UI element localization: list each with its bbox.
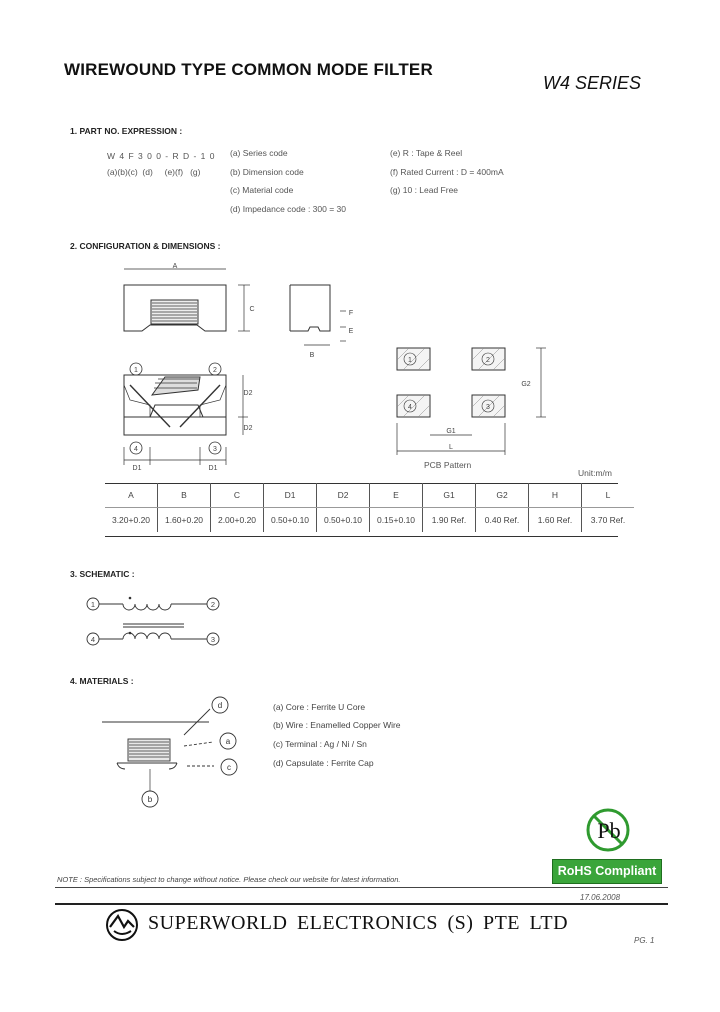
unit-label: Unit:m/m	[578, 468, 612, 478]
bottom-view-drawing	[124, 375, 248, 465]
series-name: W4 SERIES	[543, 73, 642, 93]
footer-rule	[55, 903, 668, 905]
dim-label-c: C	[249, 306, 255, 313]
table-cell: 0.50+0.10	[264, 508, 317, 533]
table-header: G1	[423, 483, 476, 508]
table-header: H	[529, 483, 582, 508]
schematic-heading: 3. SCHEMATIC :	[70, 569, 135, 579]
pb-symbol: Pb	[597, 818, 621, 843]
part-item-d: (d) Impedance code : 300 = 30	[230, 204, 347, 214]
table-header: E	[370, 483, 423, 508]
company-logo-icon	[104, 907, 140, 943]
top-view-drawing	[124, 269, 250, 331]
schematic-pin-3: 3	[210, 635, 216, 644]
table-header: L	[582, 483, 635, 508]
table-cell: 3.70 Ref.	[582, 508, 635, 533]
pcb-pattern-caption: PCB Pattern	[424, 460, 472, 470]
side-view-drawing	[290, 285, 346, 345]
part-no-code-labels: (a)(b)(c) (d) (e)(f) (g)	[107, 167, 201, 177]
dim-label-b: B	[309, 352, 315, 359]
dimension-drawings	[0, 255, 720, 480]
table-cell: 2.00+0.20	[211, 508, 264, 533]
table-cell: 1.60 Ref.	[529, 508, 582, 533]
dim-label-d1: D1	[132, 465, 142, 472]
table-cell: 1.60+0.20	[158, 508, 211, 533]
callout-d: d	[217, 701, 223, 710]
table-cell: 0.15+0.10	[370, 508, 423, 533]
material-wire: (b) Wire : Enamelled Copper Wire	[273, 720, 401, 730]
part-item-b: (b) Dimension code	[230, 167, 304, 177]
dim-label-g1: G1	[446, 428, 456, 435]
config-heading: 2. CONFIGURATION & DIMENSIONS :	[70, 241, 221, 251]
pcb-pin-1-label: 1	[408, 357, 412, 364]
pin-1-label: 1	[134, 367, 138, 374]
table-header: G2	[476, 483, 529, 508]
part-no-heading: 1. PART NO. EXPRESSION :	[70, 126, 183, 136]
company-name: SUPERWORLD ELECTRONICS (S) PTE LTD	[148, 912, 569, 934]
footer-divider	[55, 887, 668, 888]
pcb-pin-4-label: 4	[408, 404, 412, 411]
dim-label-a: A	[172, 263, 178, 270]
pin-3-label: 3	[213, 446, 217, 453]
schematic-diagram	[80, 592, 230, 654]
part-no-code: W 4 F 3 0 0 - R D - 1 0	[107, 151, 216, 161]
dim-label-g2: G2	[521, 381, 531, 388]
document-date: 17.06.2008	[580, 893, 621, 902]
callout-a: a	[225, 737, 231, 746]
callout-b: b	[147, 795, 153, 804]
dim-label-e: E	[348, 328, 354, 335]
dim-label-f: F	[348, 310, 354, 317]
pb-free-icon	[583, 805, 633, 855]
dim-label-d2: D2	[243, 390, 253, 397]
table-cell: 0.50+0.10	[317, 508, 370, 533]
pin-2-label: 2	[213, 367, 217, 374]
rohs-compliant-badge: RoHS Compliant	[552, 859, 662, 884]
pin-4-label: 4	[134, 446, 138, 453]
dim-label-d2-lower: D2	[243, 425, 253, 432]
pcb-pattern-drawing	[397, 348, 546, 455]
materials-heading: 4. MATERIALS :	[70, 676, 134, 686]
material-capsulate: (d) Capsulate : Ferrite Cap	[273, 758, 374, 768]
dim-label-d1-right: D1	[208, 465, 218, 472]
materials-diagram	[95, 695, 245, 810]
schematic-pin-1: 1	[90, 600, 96, 609]
pcb-pin-2-label: 2	[486, 357, 490, 364]
material-terminal: (c) Terminal : Ag / Ni / Sn	[273, 739, 367, 749]
part-item-c: (c) Material code	[230, 185, 294, 195]
pcb-pin-3-label: 3	[486, 404, 490, 411]
table-header-row	[105, 483, 634, 508]
table-header: C	[211, 483, 264, 508]
table-cell: 3.20+0.20	[111, 515, 151, 525]
table-header: A	[105, 483, 158, 508]
callout-c: c	[227, 763, 231, 772]
part-item-f: (f) Rated Current : D = 400mA	[390, 167, 504, 177]
page-number: PG. 1	[634, 936, 655, 945]
table-cell: 0.40 Ref.	[476, 508, 529, 533]
table-header: D1	[264, 483, 317, 508]
table-header: B	[158, 483, 211, 508]
material-core: (a) Core : Ferrite U Core	[273, 702, 366, 712]
schematic-pin-2: 2	[210, 600, 216, 609]
table-row	[105, 508, 634, 533]
document-title: WIREWOUND TYPE COMMON MODE FILTER	[64, 60, 433, 79]
part-item-a: (a) Series code	[230, 148, 288, 158]
specification-note: NOTE : Specifications subject to change without notice. Please check our website for latest information.	[57, 875, 401, 884]
dim-label-l: L	[449, 444, 453, 451]
dimension-table	[105, 483, 634, 532]
table-header: D2	[317, 483, 370, 508]
schematic-pin-4: 4	[90, 635, 96, 644]
part-item-e: (e) R : Tape & Reel	[390, 148, 463, 158]
table-cell: 1.90 Ref.	[423, 508, 476, 533]
part-item-g: (g) 10 : Lead Free	[390, 185, 459, 195]
